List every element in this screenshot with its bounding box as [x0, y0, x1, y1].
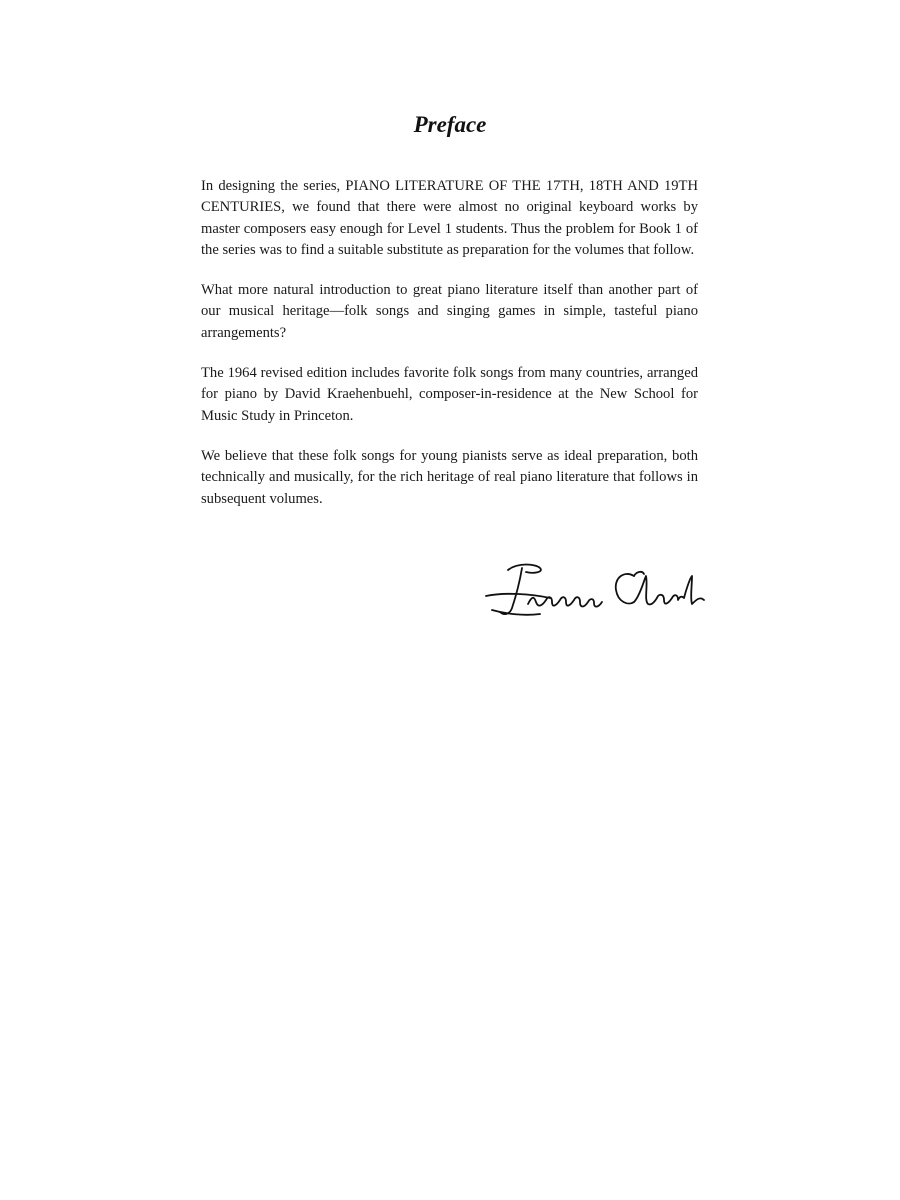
paragraph-4: We believe that these folk songs for young pianists serve as ideal preparation, both technically and musically, for the rich heritage of real piano literature that follows in subsequent volumes. — [201, 447, 698, 507]
paragraph-1: In designing the series, PIANO LITERATURE OF THE 17TH, 18TH AND 19TH CENTURIES, we found that there were almost no original keyboard works by master composers easy enough for Level 1 students. Thus the problem for Book 1 of the series was to find a suitable substitute as preparation for the volumes that follow. — [201, 178, 698, 258]
paragraph-2: What more natural introduction to great piano literature itself than another part of our musical heritage—folk songs and singing games in simple, tasteful piano arrangements? — [201, 282, 698, 341]
preface-body — [201, 176, 698, 529]
signature-graphic — [484, 556, 706, 626]
page-title: Preface — [413, 112, 487, 137]
signature — [484, 556, 706, 626]
paragraph-3: The 1964 revised edition includes favorite folk songs from many countries, arranged for piano by David Kraehenbuehl, composer-in-residence at the New School for Music Study in Princeton. — [201, 365, 698, 424]
